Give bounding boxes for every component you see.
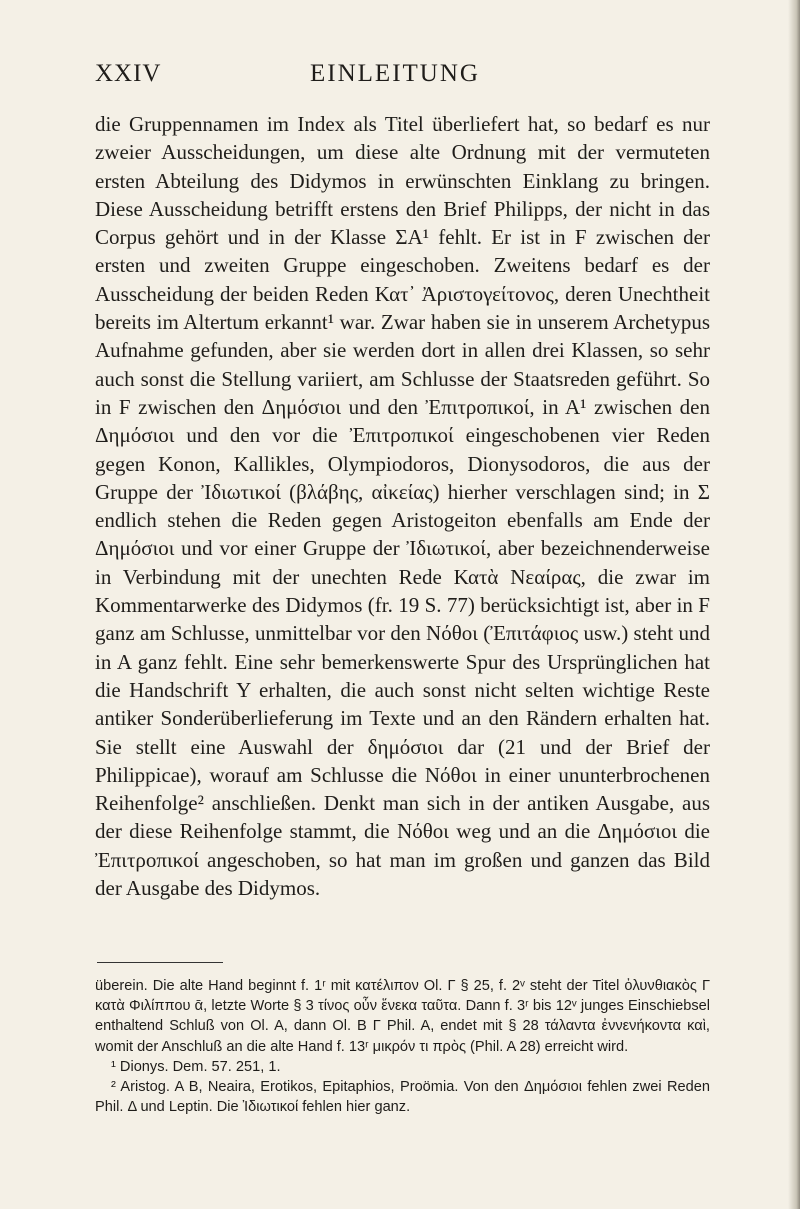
footnote-divider	[97, 962, 223, 963]
main-text	[95, 110, 710, 902]
footnote-1: ¹ Dionys. Dem. 57. 251, 1.	[111, 1058, 281, 1075]
running-title: EINLEITUNG	[310, 60, 480, 87]
body-paragraph: die Gruppennamen im Index als Titel überliefert hat, so bedarf es nur zweier Ausscheidungen, um diese alte Ordnung mit der vermuteten ersten Abteilung des Didymos in erwünschten Einklang zu bringen. Diese Ausscheidung betrifft erstens den Brief Philipps, der nicht in das Corpus gehört und in der Klasse ΣA¹ fehlt. Er ist in F zwischen der ersten und zweiten Gruppe eingeschoben. Zweitens bedarf es der Ausscheidung der beiden Reden Κατ᾽ Ἀριστογείτονος, deren Unechtheit bereits im Altertum erkannt¹ war. Zwar haben sie in unserem Archetypus Aufnahme gefunden, aber sie werden dort in allen drei Klassen, so sehr auch sonst die Stellung variiert, am Schlusse der Staatsreden geführt. So in F zwischen den Δημόσιοι und den Ἐπιτροπικοί, in A¹ zwischen den Δημόσιοι und den vor die Ἐπιτροπικοί eingeschobenen vier Reden gegen Konon, Kallikles, Olympiodoros, Dionysodoros, die aus der Gruppe der Ἰδιωτικοί (βλάβης, αἰκείας) hierher verschlagen sind; in Σ endlich stehen die Reden gegen Aristogeiton ebenfalls am Ende der Δημόσιοι und vor einer Gruppe der Ἰδιωτικοί, aber bezeichnenderweise in Verbindung mit der unechten Rede Κατὰ Νεαίρας, die zwar im Kommentarwerke des Didymos (fr. 19 S. 77) berücksichtigt ist, aber in F ganz am Schlusse, unmittelbar vor den Νόθοι (Ἐπιτάφιος usw.) steht und in A ganz fehlt. Eine sehr bemerkenswerte Spur des Ursprünglichen hat die Handschrift Y erhalten, die auch sonst nicht selten wichtige Reste antiker Sonderüberlieferung im Texte und an den Rändern erhalten hat. Sie stellt eine Auswahl der δημόσιοι dar (21 und der Brief der Philippicae), worauf am Schlusse die Νόθοι in einer ununterbrochenen Reihenfolge² anschließen. Denkt man sich in der antiken Ausgabe, aus der diese Reihenfolge stammt, die Νόθοι weg und an die Δημόσιοι die Ἐπιτροπικοί angeschoben, so hat man im großen und ganzen das Bild der Ausgabe des Didymos.	[95, 112, 710, 901]
footnotes	[95, 976, 710, 1117]
page-number: XXIV	[95, 60, 162, 87]
footnote-2: ² Aristog. A B, Neaira, Erotikos, Epitaphios, Proömia. Von den Δημόσιοι fehlen zwei Reden Phil. Δ und Leptin. Die Ἰδιωτικοί fehlen hier ganz.	[95, 1079, 710, 1116]
footnote-continuation: überein. Die alte Hand beginnt f. 1ʳ mit κατέλιπον Ol. Γ § 25, f. 2ᵛ steht der Titel ὀλυνθιακὸς Γ κατὰ Φιλίππου ᾱ, letzte Worte § 3 τίνος οὖν ἕνεκα ταῦτα. Dann f. 3ʳ bis 12ᵛ junges Einschiebsel enthaltend Schluß von Ol. A, dann Ol. B Γ Phil. A, endet mit § 28 τάλαντα ἐννενήκοντα καὶ, womit der Anschluß an die alte Hand f. 13ʳ μικρόν τι πρὸς (Phil. A 28) erreicht wird.	[95, 978, 710, 1055]
page-header	[95, 60, 695, 94]
page-edge-shadow	[788, 0, 800, 1209]
